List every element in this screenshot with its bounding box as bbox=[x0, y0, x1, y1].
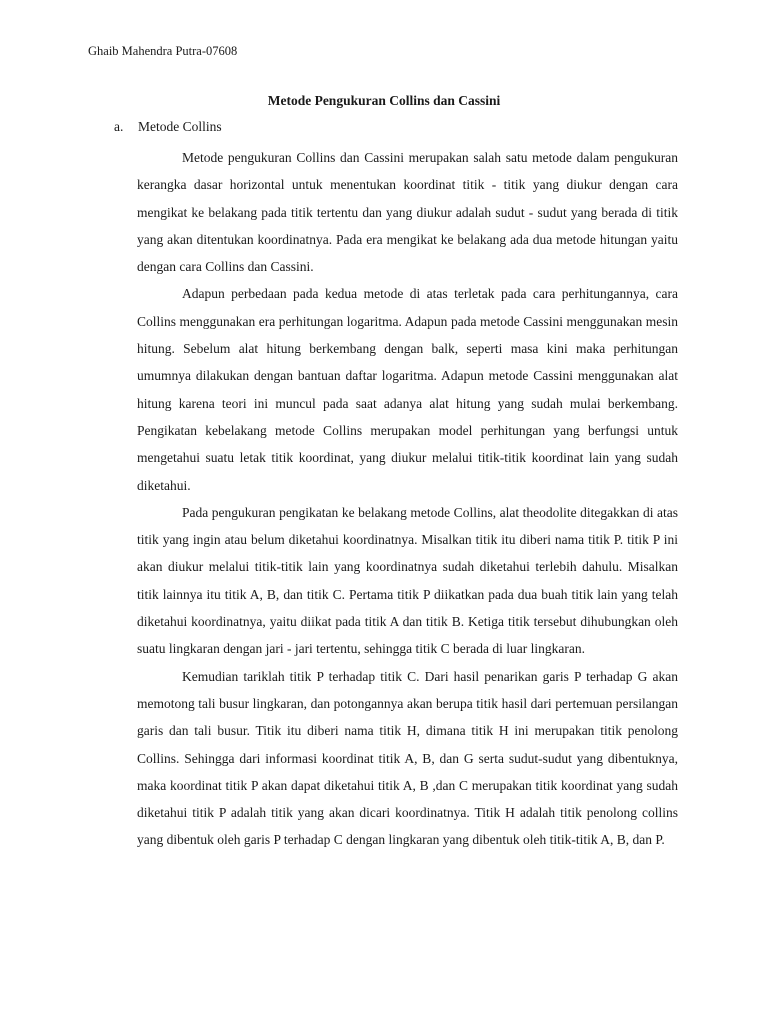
paragraph: Adapun perbedaan pada kedua metode di atas terletak pada cara perhitungannya, cara Collins menggunakan era perhitungan logaritma. Adapun pada metode Cassini menggunakan mesin hitung. Sebelum alat hitung berkembang dengan balk, seperti masa kini maka perhitungan umumnya dilakukan dengan bantuan daftar logaritma. Adapun metode Cassini menggunakan alat hitung karena teori ini muncul pada saat adanya alat hitung yang sudah mulai berkembang. Pengikatan kebelakang metode Collins merupakan model perhitungan yang berfungsi untuk mengetahui suatu letak titik koordinat, yang diukur melalui titik-titik koordinat lain yang sudah diketahui. bbox=[137, 286, 678, 493]
author-header: Ghaib Mahendra Putra-07608 bbox=[88, 44, 238, 58]
section-heading bbox=[114, 119, 222, 135]
paragraph: Metode pengukuran Collins dan Cassini merupakan salah satu metode dalam pengukuran kerangka dasar horizontal untuk menentukan koordinat titik - titik yang diukur dengan cara mengikat ke belakang pada titik tertentu dan yang diukur adalah sudut - sudut yang berada di titik yang akan ditentukan koordinatnya. Pada era mengikat ke belakang ada dua metode hitungan yaitu dengan cara Collins dan Cassini. bbox=[137, 150, 678, 275]
paragraph: Kemudian tariklah titik P terhadap titik C. Dari hasil penarikan garis P terhadap G akan memotong tali busur lingkaran, dan potongannya akan berupa titik hasil dari pertemuan persilangan garis dan tali busur. Titik itu diberi nama titik H, dimana titik H ini merupakan titik penolong Collins. Sehingga dari informasi koordinat titik A, B, dan G serta sudut-sudut yang dibentuknya, maka koordinat titik P akan dapat diketahui titik A, B ,dan C merupakan titik koordinat yang sudah diketahui titik P adalah titik yang akan dicari koordinatnya. Titik H adalah titik penolong collins yang dibentuk oleh garis P terhadap C dengan lingkaran yang dibentuk oleh titik-titik A, B, dan P. bbox=[137, 668, 678, 848]
section-marker: a. bbox=[114, 119, 124, 134]
paragraph: Pada pengukuran pengikatan ke belakang metode Collins, alat theodolite ditegakkan di atas titik yang ingin atau belum diketahui koordinatnya. Misalkan titik itu diberi nama titik P. titik P ini akan diukur melalui titik-titik lain yang koordinatnya sudah diketahui terlebih dahulu. Misalkan titik lainnya itu titik A, B, dan titik C. Pertama titik P diikatkan pada dua buah titik lain yang telah diketahui koordinatnya, yaitu diikat pada titik A dan titik B. Ketiga titik tersebut dihubungkan oleh suatu lingkaran dengan jari - jari tertentu, sehingga titik C berada di luar lingkaran. bbox=[137, 504, 678, 657]
section-heading-text: Metode Collins bbox=[138, 119, 222, 134]
document-title: Metode Pengukuran Collins dan Cassini bbox=[267, 93, 501, 108]
document-body bbox=[137, 144, 678, 854]
